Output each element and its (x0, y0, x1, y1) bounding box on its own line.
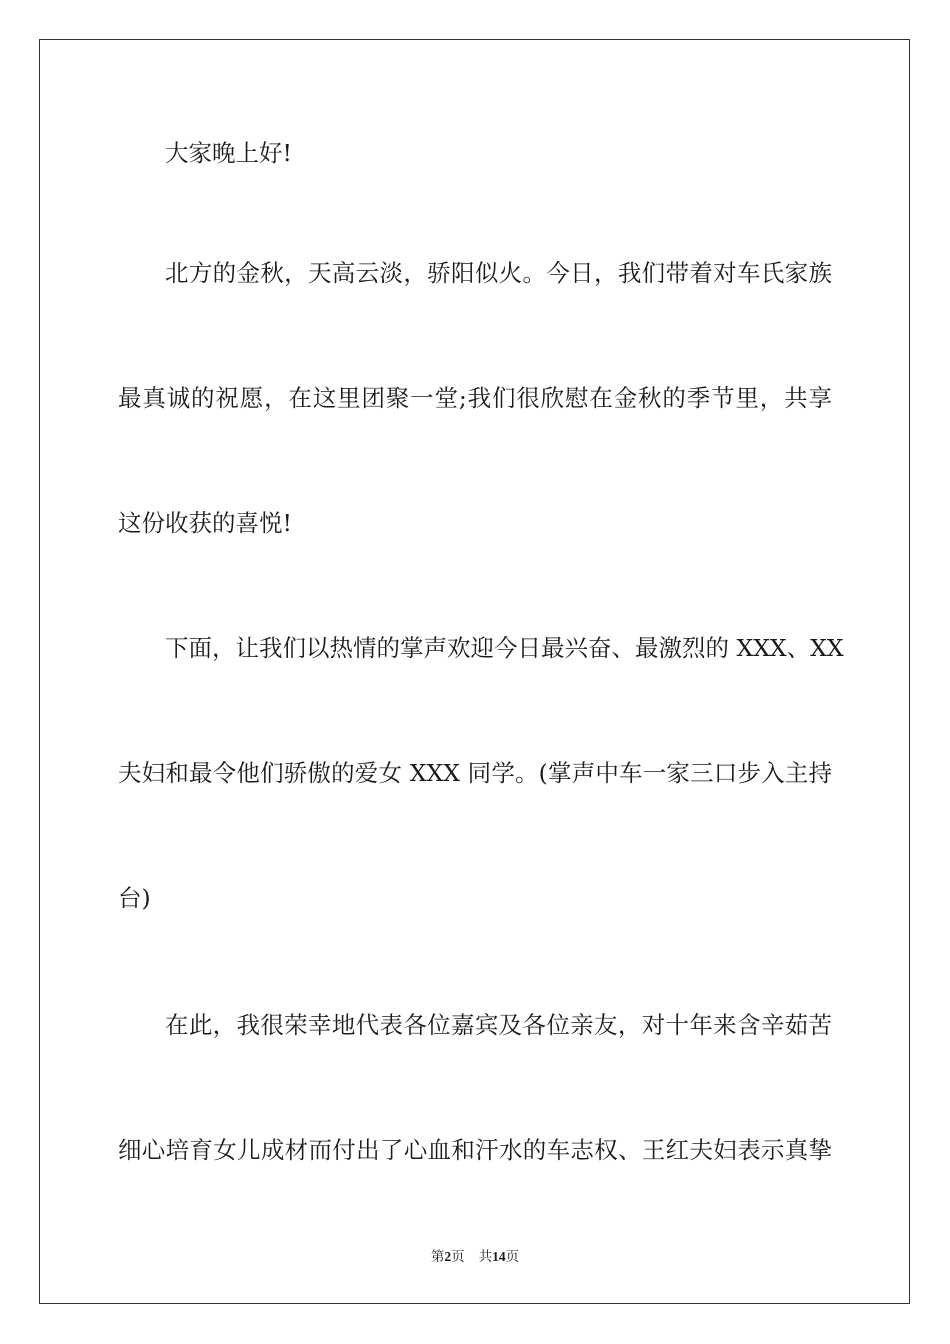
page-footer (0, 1248, 950, 1266)
total-suffix: 页 (505, 1249, 520, 1264)
paragraph-2-line-2: 夫妇和最令他们骄傲的爱女 XXX 同学。(掌声中车一家三口步入主持 (118, 759, 832, 787)
paragraph-1-line-1: 北方的金秋，天高云淡，骄阳似火。今日，我们带着对车氏家族 (165, 259, 832, 287)
paragraph-2-line-1: 下面，让我们以热情的掌声欢迎今日最兴奋、最激烈的 XXX、XX (165, 634, 844, 662)
paragraph-1-line-2: 最真诚的祝愿，在这里团聚一堂;我们很欣慰在金秋的季节里，共享 (118, 384, 832, 412)
page-prefix: 第 (430, 1249, 445, 1264)
page-frame (39, 39, 910, 1304)
paragraph-3-line-1: 在此，我很荣幸地代表各位嘉宾及各位亲友，对十年来含辛茹苦 (165, 1011, 832, 1039)
total-pages: 14 (492, 1249, 506, 1264)
paragraph-2-line-3: 台) (118, 884, 151, 912)
page-number: 2 (444, 1249, 452, 1264)
paragraph-1-line-3: 这份收获的喜悦! (118, 509, 292, 537)
total-prefix: 共 (478, 1249, 493, 1264)
greeting-line: 大家晚上好! (165, 139, 292, 167)
paragraph-3-line-2: 细心培育女儿成材而付出了心血和汗水的车志权、王红夫妇表示真挚 (118, 1136, 832, 1164)
page-suffix: 页 (451, 1249, 465, 1264)
